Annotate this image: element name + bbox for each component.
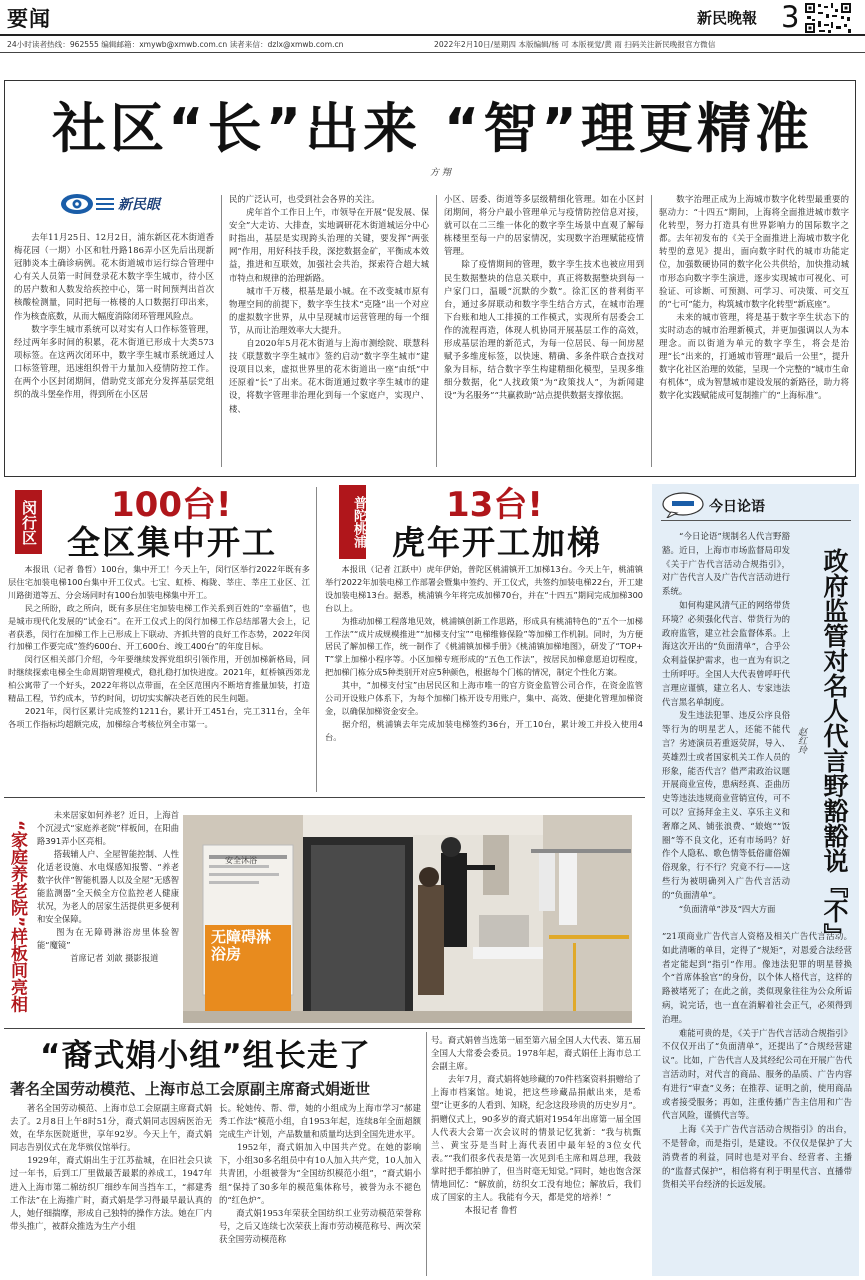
putuo-district-tag: 普陀桃浦 xyxy=(339,485,366,559)
commentary-label-badge xyxy=(661,492,791,518)
badge-stripes-icon xyxy=(94,194,116,214)
column-divider xyxy=(651,195,652,467)
section-rule xyxy=(4,1028,645,1029)
section-name: 要闻 xyxy=(7,7,51,31)
column-divider xyxy=(426,1032,427,1276)
minhang-article: 本报讯（记者 鲁哲）100台，集中开工！今天上午，闵行区举行2022年既有多层住宅加装电梯100台集中开工仪式。七宝、虹桥、梅陇、莘庄、莘庄工业区、江川路街道等五、分会场同时有100台加装电梯集中开工。 民之所盼，政之所向，既有多层住宅加装电梯工作关系到百姓的“幸福值”，也是城市现代化发展的“试金石”。在开工仪式上的闵行加梯工作总结部署大会上，记者获悉，闵行在加梯工作上已形成上下联动、齐抓共管的良好工作态势，2022年闵行加梯工作要完成“签约600台、开工600台、竣工400台”的年度目标。 闵行区相关部门介绍，今年要继续发挥党组织引领作用，开创加梯新格局，同时继续探索电梯全生命周期管理模式，稳扎稳打加快进度。2021年，虹桥镇西郊龙柏公寓带了一个好头，2022年将以点带面，在全区范围内不断培育推量加装，打造精品工程，节约成本，节约时间，切切实实解决老百姓的民生问题。 2021年，闵行区累计完成签约1211台，累计开工451台，完工311台，全年各项工作指标均超额完成，加梯综合考核位列全市第一。 xyxy=(8,564,310,729)
putuo-headline-number: 13台! xyxy=(446,485,543,525)
column-label-badge xyxy=(60,190,176,218)
qr-code-icon[interactable] xyxy=(804,2,852,34)
eldercare-headline: “家庭养老院”样板间亮相 xyxy=(7,820,27,1013)
commentary-body-lower xyxy=(662,930,852,1276)
feature-column-1: 去年11月25日、12月2日，浦东新区花木街道香梅花园（一期）小区和牡丹路186弄小区先后出现新冠肺炎本土确诊病例。花木街道城市运行综合管理中心有关人员第一时间登录花木数字孪生城市，待小区的居户数和人数发给疾控中心，第一时间预判出首次核酸检测量，同时把每一栋楼的人口数据打印出来，作为核查底数，从而大幅度消除闭环管理风险点。 数字孪生城市系统可以对实有人口作标签管理，经过两年多时间的积累，花木街道已形成十大类573项标签。在这两次闭环中，数字孪生城市系统通过人口标签管理，迅速组织骨干力量加入疫情防控工作。在两个小区封闭期间，借助党支部充分发挥基层党组织的战斗堡垒作用，得到所在小区居 xyxy=(14,232,214,400)
photo-sign-text: 安全沐浴 xyxy=(225,856,257,865)
obituary-column-1: 著名全国劳动模范、上海市总工会原副主席裔式娟去了。2月8日上午8时51分，裔式娟同志因病医治无效，在华东医院逝世，享年92岁。今天上午，裔式娟同志告别仪式在龙华殡仪馆举行。 1929年，裔式娟出生于江苏盐城，在旧社会只读过一年书，后到工厂里做最苦最累的养成工，1947年进入上海市第二棉纺织厂细纱车间当挡车工，“郝建秀工作法”在上海推广时，裔式娟是学习得最早最认真的人，她仔细揣摩，形成自己独特的操作方法。她在厂内带头推广，被群众推选为生产小组 xyxy=(10,1103,212,1231)
feature-column-4: 数字治理正成为上海城市数字化转型最重要的驱动力：“十四五”期间，上海将全面推进城市数字化转型，努力打造具有世界影响力的国际数字之都。去年初发布的《关于全面推进上海城市数字化转型的意见》提出，面向数字时代的城市功能定位，加强数硬协同的数字化公共供给，加快推动城市形态向数字孪生演进，逐步实现城市可视化、可验证、可诊断、可预测、可学习、可决策、可交互的“七可”能力，构筑城市数字化转型“新底座”。 未来的城市管理，将是基于数字孪生状态下的实时动态的城市治理新模式，并更加强调以人为本理念。而以街道为单元的数字孪生，将会是治理“长”出来的，打通城市管理“最后一公里”，提升数字化社区治理的效能，呈现一个完整的“城市生命有机体”，成为智慧城市建设发展的新路径，助力将数字化实践赋能成可复制推广的“上海标准”。 xyxy=(659,194,849,401)
page-number: 3 xyxy=(781,0,800,34)
putuo-headline: 虎年开工加梯 xyxy=(392,523,602,562)
feature-column-2: 民的广泛认可，也受到社会各界的关注。 虎年首个工作日上午，市领导在开展“促发展、保安全”大走访、大排查，实地调研花木街道城运分中心时指出，基层是实现跨头治理的关键，要发挥“两张网”作用，用好科技手段，深挖数据金矿，平衡成本效益，推进和互联效，加强社会共治，探索符合超大城市特点和规律的治理新路。 城市千万楼，根基是最小城。在不改变城市原有物理空间的前提下，数字孪生技术“克隆”出一个对应的虚拟数字世界，从中呈现城市运营管理的每一个细节，从而让治理效率大大提升。 自2020年5月花木街道与上海市测绘院、联慧科技《联慧数字孪生城市》签约启动“数字孪生城市”建设项目以来，虚拟世界里的花木街道出一座“由纸”中还原着“长”了出来。花木街道通过数字孪生城市的建设，将数字管理非治理化到每一个家庭户，实现户、楼、 xyxy=(229,194,429,414)
bathroom-photo xyxy=(183,815,632,1023)
header-rule xyxy=(0,34,865,36)
commentary-continued: ”21项商业广告代言人资格及相关广告代言活动。如此清晰的单目，定得了“规矩”，对恩爱合法经营者定能起到“指引”作用。像违法犯罪的明星替换个“首席体验官”的身份，以个体人格代言，这样的路被堵死了；在此之前，类似现象往往为公众所诟病，说完话，也一直在消解着社会正气，必须得到治理。 难能可贵的是，《关于广告代言活动合规指引》不仅仅开出了“负面清单”，还提出了“合规经营建议”。比如，广告代言人及其经纪公司在开展广告代言活动时，对代言的商品、服务的品质、广告内容有进行“审查”义务；在推荐、证明之前，使用商品或者接受服务；再如，注重传播广告主信用和广告代言风险，谨慎代言等。 上海《关于广告代言活动合规指引》的出台，不是替命，而是指引，是建设。不仅仅是保护了大消费者的利益，同时也是对平台、经营者、主播的“监督式保护”，相信将有利于明星代言、直播带货相关平台经济的长远发展。 xyxy=(662,931,852,1190)
commentary-label-text: 今日论语 xyxy=(709,499,765,515)
commentary-headline: 政府监管对名人代言野豁豁说『不』 xyxy=(820,548,849,948)
obituary-headline: “裔式娟小组”组长走了 xyxy=(40,1038,371,1074)
commentary-author: 赵红玲 xyxy=(796,727,806,754)
contact-info: 24小时读者热线：962555 编辑邮箱：xmywb@xmwb.com.cn 读者来信：dzlx@xmwb.com.cn xyxy=(7,40,344,49)
feature-column-3: 小区、居委、街道等多层级精细化管理。如在小区封闭期间，将分户最小管理单元与疫情防控信息对接，就可以在二三维一体化的数字孪生场景中直观了解每栋楼里至每一户的居家情况，实现数字治理赋能疫情管理。 除了疫情期间的管理，数字孪生技术也被应用到民生数据整块的信息关联中，真正将数据整块到每一户家门口，温暖“沉默的少数”。徐汇区的普利街平台，通过多屏联动和数字孪生结合方式，在城市治理下台账和地人工排摸的工作模式，实现所有居委会工作的流程再造，体现人机协同开展基层工作的高效，形成基层治理的新范式，为每一位居民、每一间房屋赋予多维度标签，以快速、精确、多条件联合查找对象为目标，结合数字孪生构建精细化模型，呈现多维细分数据，化“人找政策”为“政策找人”，为新闻建设”为名服务”“共赢救助”站点提供数据支撑依据。 xyxy=(444,194,644,401)
newspaper-brand: 新民晚報 xyxy=(697,9,758,27)
column-divider xyxy=(221,195,222,467)
eye-icon xyxy=(60,192,94,216)
bathroom-illustration xyxy=(183,815,632,1023)
obituary-column-2: 长。轮她传、帮、带，她的小组成为上海市学习“郝建秀工作法”模范小组，自1953年起，连续8年全面超额完成生产计划，产品数量和质量均达到全国先进水平。 1952年，裔式娟加入中国共产党。在她的影响下，小组30多名组员中有10人加入共产党，10人加入共青团，小组被誉为“全国纺织模范小组”，“裔式娟小组”保持了30多年的模范集体称号，被誉为永不褪色的“红色炉”。 裔式娟1953年荣获全国纺织工业劳动模范荣誉称号，之后又连续七次荣获上海市劳动模范称号、两次荣获全国劳动模范称 xyxy=(219,1103,421,1244)
column-divider xyxy=(316,487,317,792)
eldercare-caption: 未来居家如何养老？近日，上海首个沉浸式“家庭养老院”样板间，在阳曲路391弄小区亮相。 搭载辅人户、全屋智能控制、人性化适老设施、水电煤感知报警、“养老数字伙伴”智能机器人以及全屋“无感智能监测器”全天候全方位监控老人健康状况，为老人的居家生活提供更多便利和安全保障。 图为在无障碍淋浴房里体验智能“魔镜” 首席记者 刘歆 摄影报道 xyxy=(37,810,179,963)
commentary-body-upper: “今日论语”规制名人代言野豁豁。近日，上海市市场监督局印发《关于广告代言活动合规指引》，对广告代言人及广告代言活动进行系统。 如何构建风清气正的网络带货环境？必须强化代言、带货行为的政府监管，建立社会监督体系。上海这次开出的“负面清单”，合乎公众利益保护需求，也一直为有识之士所呼吁。全国人大代表曾呼吁代言理应谨慎，建立名人、专家违法代言黑名单制度。 发生违法犯罪、违反公序良俗等行为的明星艺人，还能不能代言？劣迹演员若重返荧屏，导入、英雄烈士或者国家机关工作人员的形象，能否代言？借严肃政治议题开展商业宣传，患病经真、歪曲历史等违法违规商业营销宣传，可不可以？宣扬拜金主义、享乐主义和奢靡之风、铺张浪费、“娘炮”“饭圈”等不良文化，还有市场吗？好作个人隐私、歌色情等低俗庸俗媚俗现象，行不行？究竟不行——这些行为被明确列入广告代言活动的“负面清单”。 “负面清单”涉及“四大方面 xyxy=(662,531,790,914)
minhang-district-tag: 闵行区 xyxy=(15,490,42,554)
column-label-text: 新民眼 xyxy=(118,197,160,213)
column-divider xyxy=(436,195,437,467)
minhang-headline-number: 100台! xyxy=(111,485,232,525)
minhang-headline: 全区集中开工 xyxy=(67,523,277,562)
obituary-column-3: 号。裔式娟曾当选第一届至第六届全国人大代表、第五届全国人大常委会委员。1978年起，裔式娟任上海市总工会副主席。 去年7月，裔式娟将她珍藏的70件档案资料捐赠给了上海市档案馆。她说，把这些珍藏品捐献出来，是希望“让更多的人看到、知晓，纪念这段珍贵的历史岁月”。捐赠仪式上，90多岁的裔式娟对1954年出席第一届全国人代表大会第一次会议时的情景记忆犹新：“我与杭甄兰、黄宝芬是当时上海代表团中最年轻的3位女代表。”“我们很多代表是第一次见到毛主席和周总理，我鼓掌时把手都拍肿了，但当时毫无知觉。”同时，她也饱含深情地回忆：“解放前，纺织女工没有地位；解放后，我们成了国家的主人。我能有今天，都是党的培养！” 本报记者 鲁哲 xyxy=(431,1035,641,1216)
speech-bubble-icon xyxy=(661,492,705,518)
photo-sign-text: 无障碍淋浴房 xyxy=(211,928,272,963)
dateline: 2022年2月10日/星期四 本版编辑/杨 可 本版视觉/黄 雨 扫码关注新民晚报官方微信 xyxy=(434,40,716,49)
section-rule xyxy=(4,797,645,798)
putuo-article: 本报讯（记者 江跃中）虎年伊始，普陀区桃浦镇开工加梯13台。今天上午，桃浦镇举行2022年加装电梯工作部署会暨集中签约、开工仪式，共签约加装电梯22台，开工建设加装电梯13台。据悉，桃浦镇今年将完成加梯70台，并在“十四五”期间完成加梯300台以上。 为推动加梯工程落地见效，桃浦镇创新工作思路，形成具有桃浦特色的“五个一加梯工作法”“成片成规模推进”“加梯支付宝”“电梯维修保险”等加梯工作机制。同时，为方便居民了解加梯工作，统一制作了《桃浦镇加梯手册》《桃浦镇加梯地图》，研发了“TOP+T”掌上加梯小程序等。小区加梯专班形成的“五色工作法”，按居民加梯意愿迫切程度，把加梯门栋分成5种类别开对应5种颜色，根据每个门栋的情况，制定个性化方案。 其中，“加梯支付宝”由居民区和上海市唯一的官方资金监管公司合作，在资金监管公司开设账户体系下，为每个加梯门栋开设专用账户，集中、高效、便捷化管理加梯资金，以确保加梯资金安全。 据介绍，桃浦镇去年完成加装电梯签约36台，开工10台，累计竣工并投入使用4台。 xyxy=(325,564,643,742)
feature-author: 方 翔 xyxy=(430,168,451,178)
commentary-rule xyxy=(661,520,851,521)
feature-title: 社区“长”出来 “智”理更精准 xyxy=(52,97,813,160)
obituary-subheadline: 著名全国劳动模范、上海市总工会原副主席裔式娟逝世 xyxy=(10,1080,371,1098)
subheader-rule xyxy=(0,52,865,53)
